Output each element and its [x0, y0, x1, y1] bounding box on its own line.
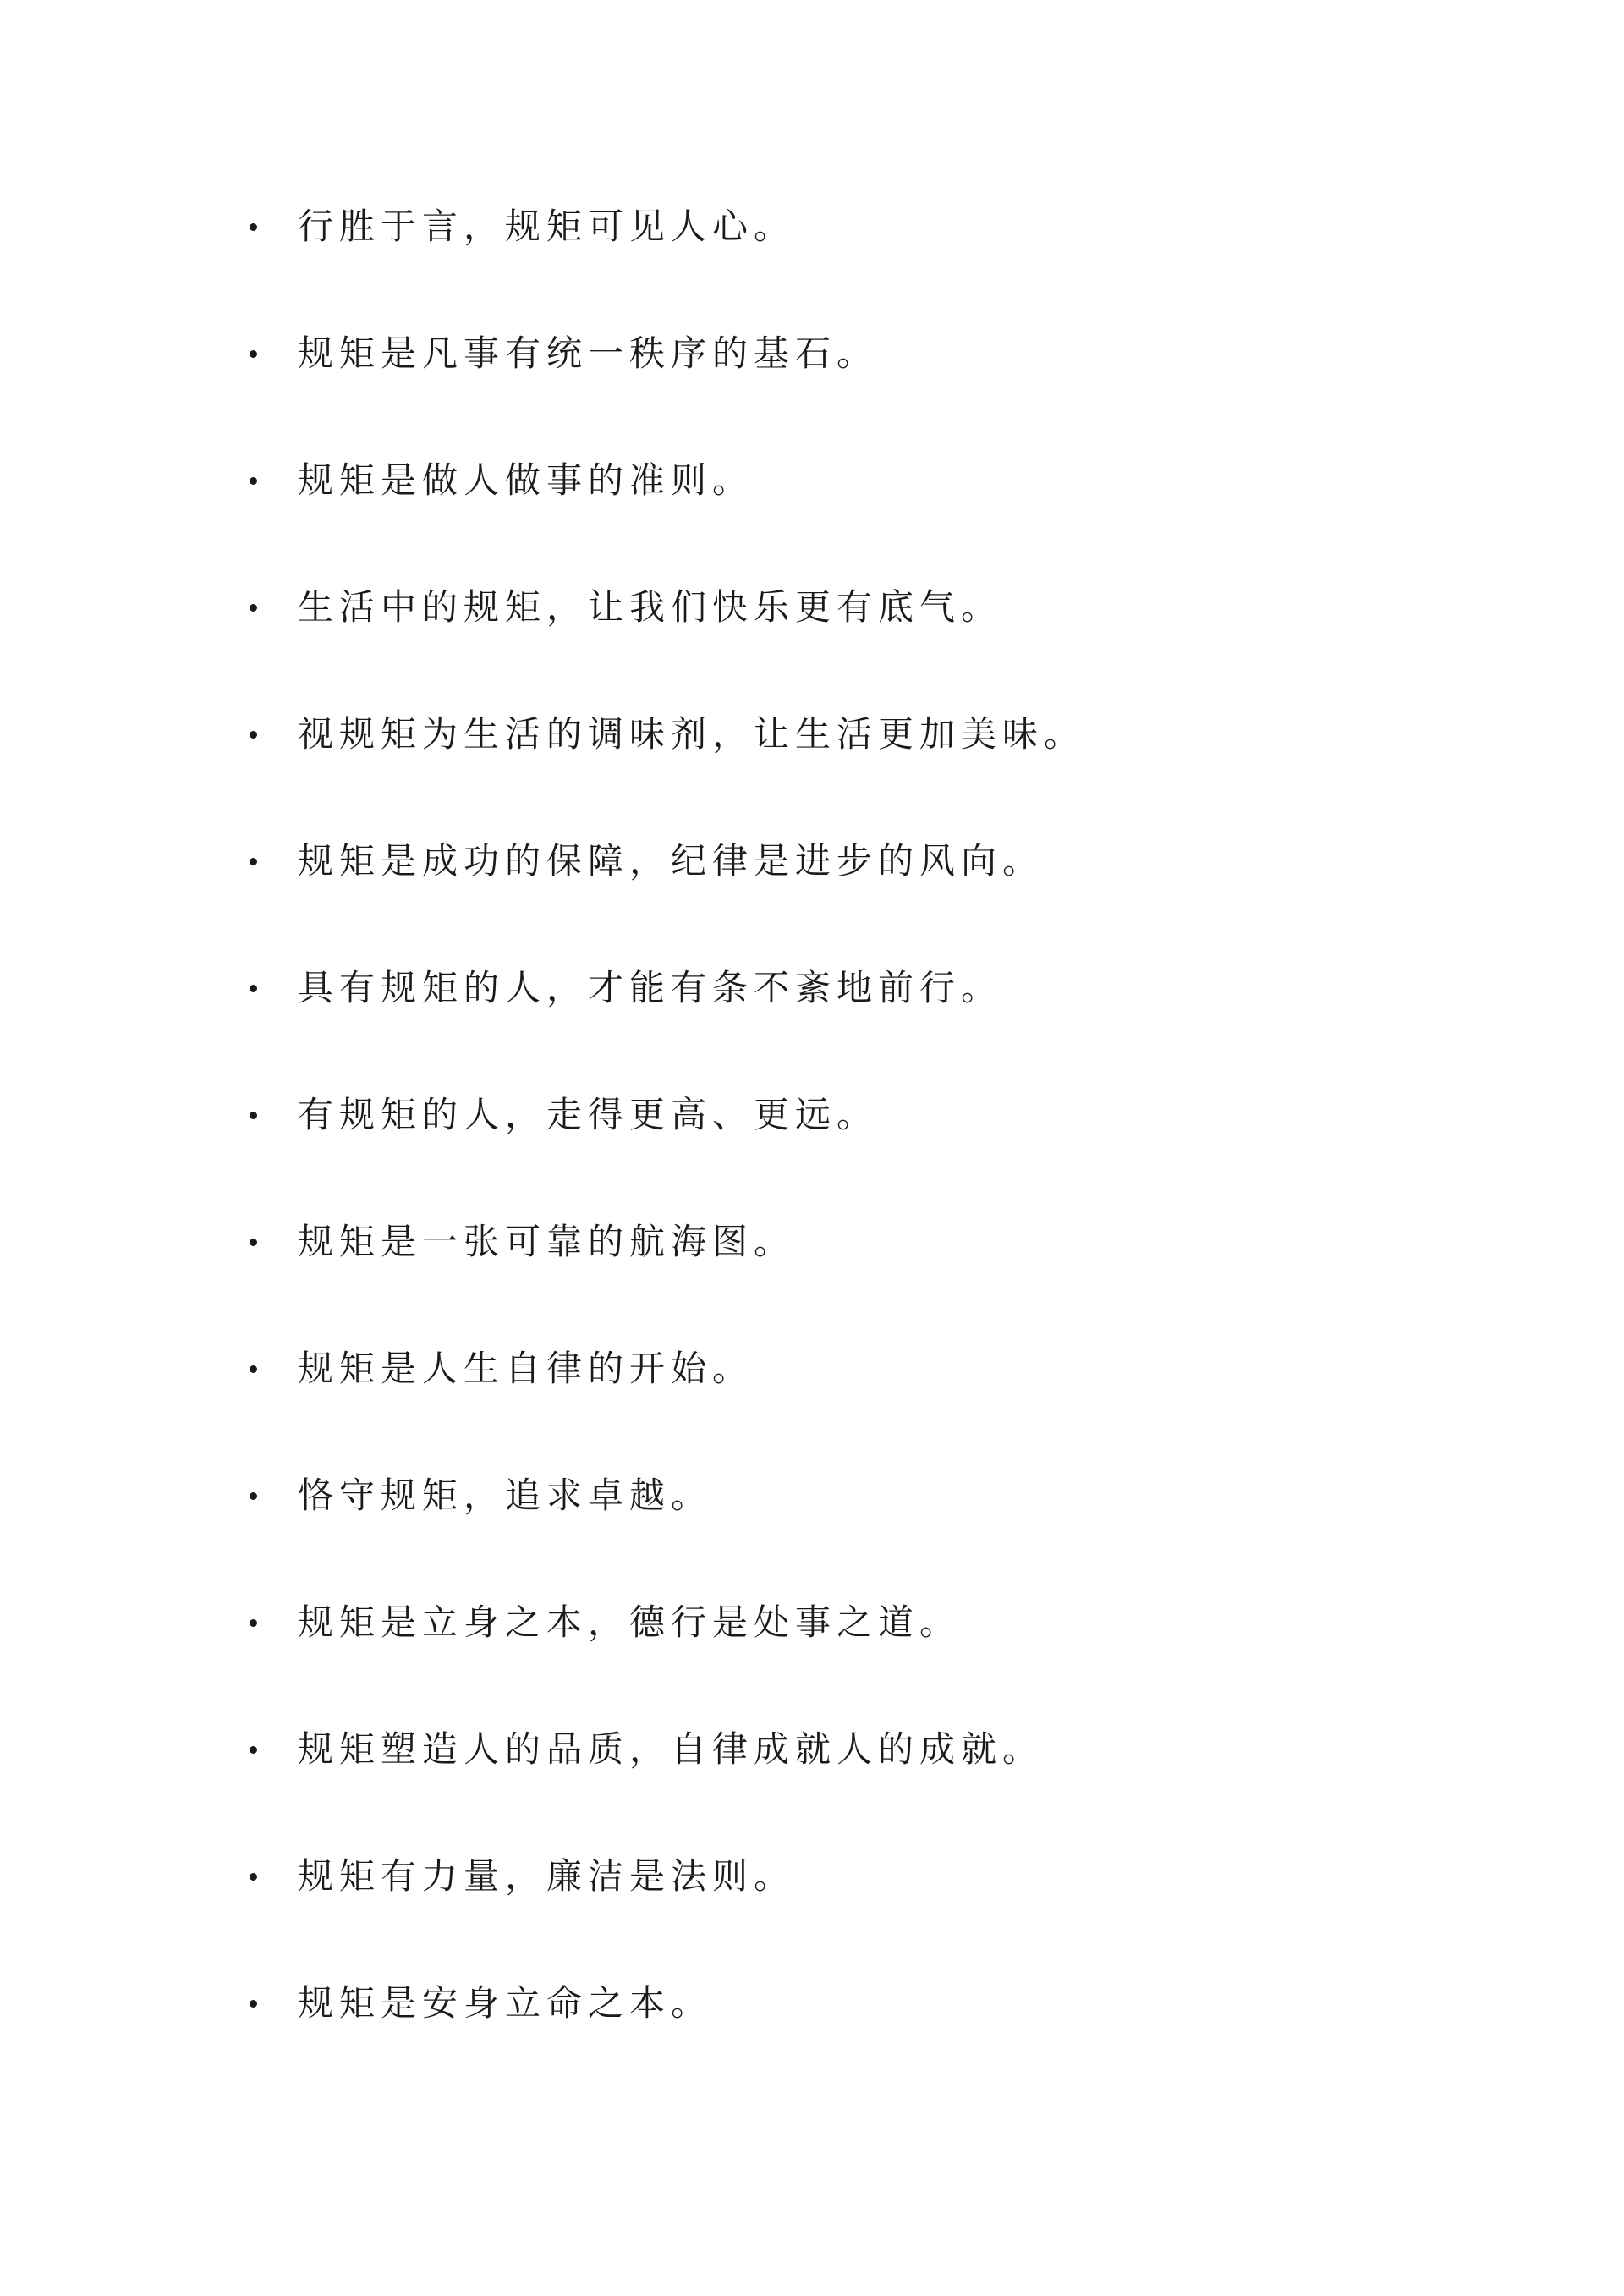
bullet-icon	[250, 731, 257, 739]
list-item-text: 生活中的规矩，让我们快乐更有底气。	[298, 586, 1003, 628]
bullet-icon	[250, 1365, 257, 1373]
bullet-icon	[250, 1619, 257, 1627]
list-item-text: 有规矩的人，走得更高、更远。	[298, 1094, 879, 1135]
list-item-text: 规矩是成功的保障，纪律是进步的风向。	[298, 840, 1045, 882]
list-item-text: 规矩是安身立命之本。	[298, 1982, 713, 2024]
list-item-text: 规矩是人生自律的开始。	[298, 1348, 754, 1389]
bullet-icon	[250, 2000, 257, 2008]
list-item	[0, 1711, 1624, 1837]
list-item	[0, 569, 1624, 695]
list-item-text: 规矩塑造人的品质，自律成就人的成就。	[298, 1728, 1045, 1770]
list-item	[0, 315, 1624, 442]
list-item-text: 规矩是凡事有统一秩序的基石。	[298, 332, 879, 374]
bullet-icon	[250, 985, 257, 992]
list-item-text: 规矩是做人做事的准则。	[298, 459, 754, 501]
list-item	[0, 1964, 1624, 2091]
list-item-text: 规矩是一张可靠的航海图。	[298, 1221, 796, 1262]
list-item-text: 具有规矩的人，才能有条不紊地前行。	[298, 967, 1003, 1008]
list-item	[0, 188, 1624, 315]
list-item-text: 规矩是立身之本，德行是处事之道。	[298, 1601, 962, 1643]
bullet-icon	[250, 477, 257, 485]
list-item-text: 规矩有力量，廉洁是法则。	[298, 1855, 796, 1897]
list-item	[0, 1584, 1624, 1711]
list-item-text: 视规矩为生活的调味剂，让生活更加美味。	[298, 713, 1086, 755]
list-item	[0, 949, 1624, 1076]
bullet-icon	[250, 1873, 257, 1881]
list-item	[0, 1076, 1624, 1203]
list-item	[0, 695, 1624, 822]
bullet-icon	[250, 350, 257, 358]
list-item-text: 恪守规矩，追求卓越。	[298, 1475, 713, 1516]
bullet-icon	[250, 1239, 257, 1246]
bullet-icon	[250, 223, 257, 231]
bullet-icon	[250, 1492, 257, 1500]
bullet-icon	[250, 858, 257, 865]
bullet-icon	[250, 1746, 257, 1754]
list-item	[0, 822, 1624, 949]
list-item-text: 行胜于言，规矩可见人心。	[298, 206, 796, 247]
bullet-list	[0, 188, 1624, 2091]
list-item	[0, 1203, 1624, 1330]
list-item	[0, 1457, 1624, 1584]
bullet-icon	[250, 1112, 257, 1119]
list-item	[0, 1330, 1624, 1457]
bullet-icon	[250, 604, 257, 612]
list-item	[0, 1837, 1624, 1964]
list-item	[0, 442, 1624, 569]
